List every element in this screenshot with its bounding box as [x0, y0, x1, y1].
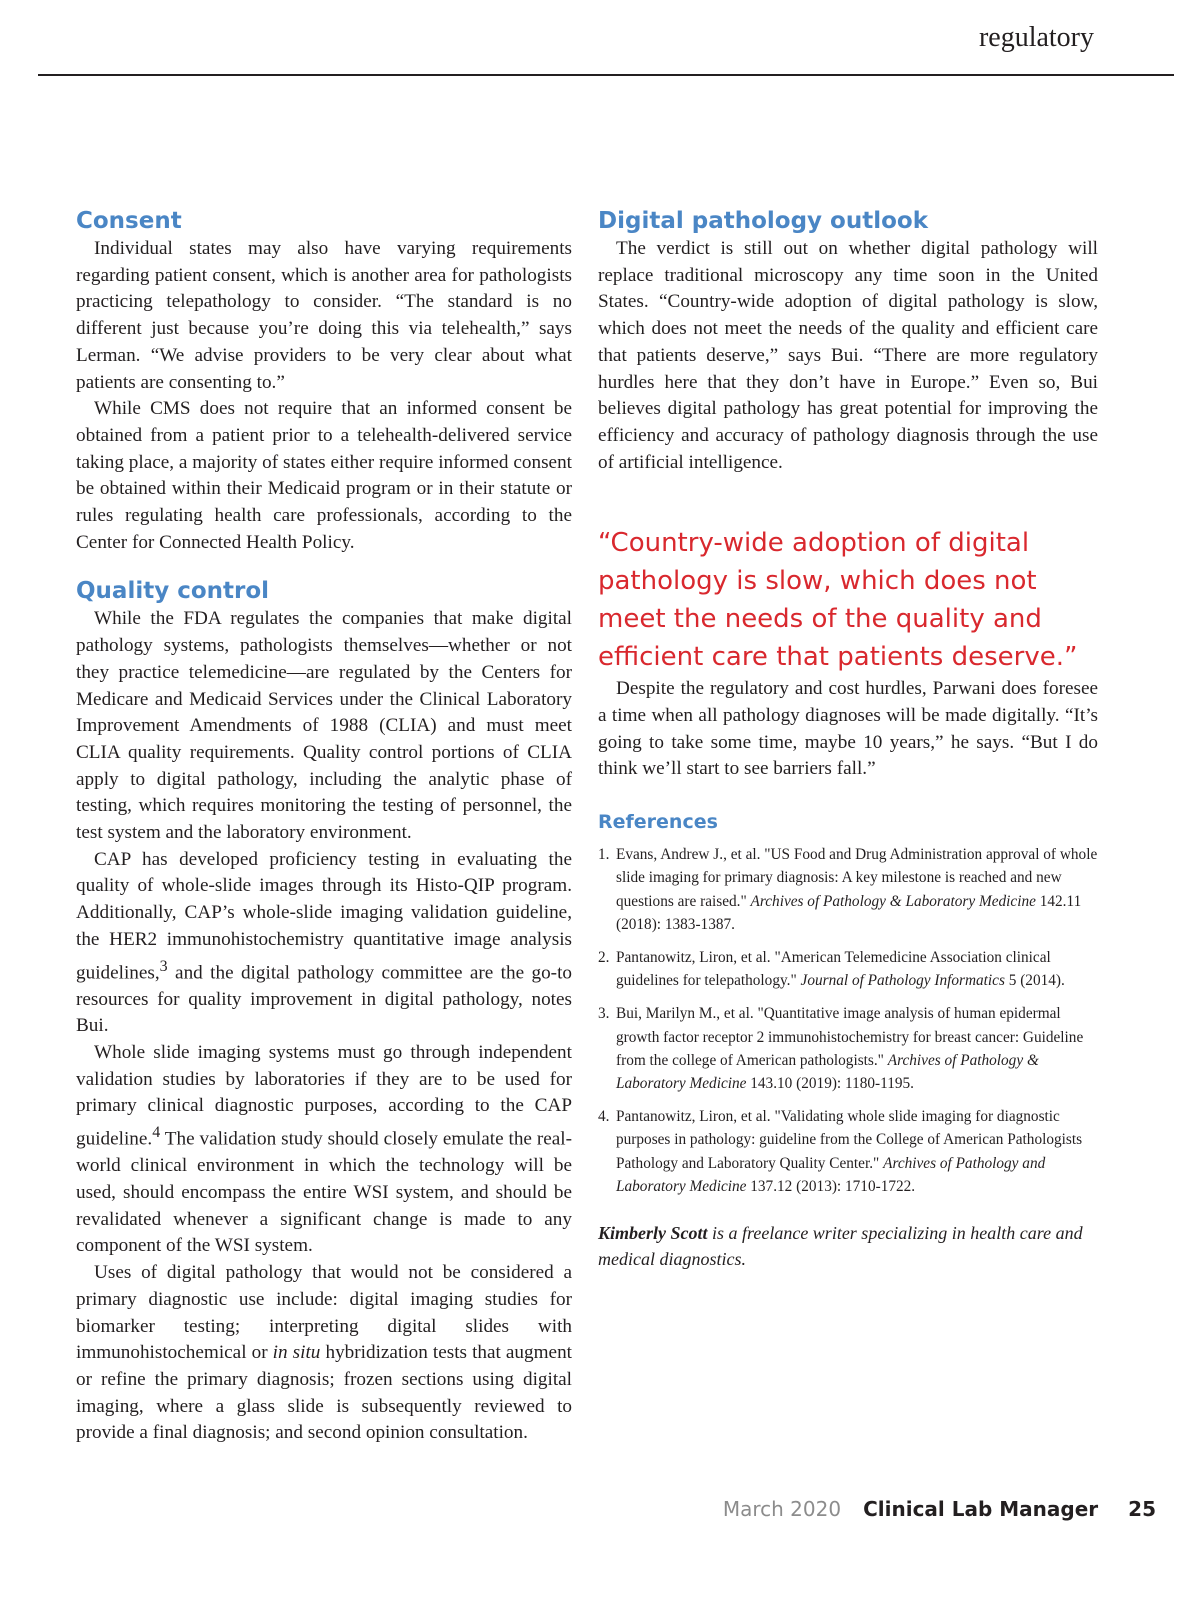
right-column	[598, 206, 1098, 1272]
page-footer	[723, 1495, 1156, 1524]
pull-quote: “Country-wide adoption of digital pathology is slow, which does not meet the needs of the quality and efficient care that patients deserve.”	[598, 528, 1078, 673]
outlook-heading: Digital pathology outlook	[598, 208, 928, 234]
consent-paragraph-1: Individual states may also have varying requirements regarding patient consent, which is another area for pathologists practicing telepathology to consider. “The standard is no different just because you’re doing this via telehealth,” says Lerman. “We advise providers to be very clear about what patients are consenting to.”	[76, 238, 572, 393]
consent-heading: Consent	[76, 208, 182, 234]
outlook-paragraph: The verdict is still out on whether digital pathology will replace traditional microscopy any time soon in the United States. “Country-wide adoption of digital pathology is slow, which does not meet the needs of the quality and efficient care that patients deserve,” says Bui. “There are more regulatory hurdles here that they don’t have in Europe.” Even so, Bui believes digital pathology has great potential for improving the efficiency and accuracy of pathology diagnosis through the use of artificial intelligence.	[598, 238, 1098, 473]
footnote-4: 4	[152, 1124, 161, 1142]
quality-control-heading: Quality control	[76, 578, 270, 605]
references-heading: References	[598, 811, 718, 834]
section-label: regulatory	[978, 22, 1094, 53]
reference-item: 2. Pantanowitz, Liron, et al. "American Telemedicine Association clinical guidelines for telepathology." Journal of Pathology Informatics 5 (2014).	[598, 948, 1065, 990]
quality-paragraph-3: Whole slide imaging systems must go through independent validation studies by laboratories if they are to be used for primary clinical diagnostic purposes, according to the CAP guideline.$^4$ The validation study should closely emulate the real-world clinical environment in which the technology will be used, should encompass the entire WSI system, and should be revalidated whenever a significant change is made to any component of the WSI system.	[76, 1042, 572, 1257]
left-column	[76, 206, 572, 1447]
reference-item: 1. Evans, Andrew J., et al. "US Food and Drug Administration approval of whole slide imaging for primary diagnosis: A key milestone is reached and new questions are raised." Archives of Pathology & Laboratory Medicine 142.11 (2018): 1383-1387.	[598, 846, 1098, 933]
references-list	[598, 843, 1098, 1198]
header-rule	[38, 74, 1174, 76]
quality-paragraph-4: Uses of digital pathology that would not be considered a primary diagnostic use include: digital imaging studies for biomarker testing; interpreting digital slides with immunohistochemical or in situ hybridization tests that augment or refine the primary diagnosis; frozen sections using digital imaging, where a glass slide is subsequently reviewed to provide a final diagnosis; and second opinion consultation.	[76, 1262, 572, 1444]
page-number: 25	[1128, 1497, 1156, 1521]
footnote-3: 3	[159, 957, 168, 975]
quality-paragraph-2: CAP has developed proficiency testing in evaluating the quality of whole-slide images through its Histo-QIP program. Additionally, CAP’s whole-slide imaging validation guideline, the HER2 immunohistochemistry quantitative image analysis guidelines,$^3$ and the digital pathology committee are the go-to resources for quality improvement in digital pathology, notes Bui.	[76, 848, 572, 1037]
issue-date: March 2020	[722, 1497, 842, 1521]
magazine-name: Clinical Lab Manager	[863, 1497, 1099, 1521]
closing-paragraph: Despite the regulatory and cost hurdles, Parwani does foresee a time when all pathology diagnoses will be made digitally. “It’s going to take some time, maybe 10 years,” he says. “But I do think we’ll start to see barriers fall.”	[598, 678, 1098, 780]
reference-item: 4. Pantanowitz, Liron, et al. "Validating whole slide imaging for diagnostic purposes in pathology: guideline from the College of American Pathologists Pathology and Laboratory Quality Center." Archives of Pathology and Laboratory Medicine 137.12 (2013): 1710-1722.	[598, 1108, 1083, 1195]
author-bio: Kimberly Scott is a freelance writer specializing in health care and medical diagnostics.	[598, 1222, 1083, 1269]
consent-paragraph-2: While CMS does not require that an informed consent be obtained from a patient prior to a telehealth-delivered service taking place, a majority of states either require informed consent be obtained within their Medicaid program or in their statute or rules regulating health care professionals, according to the Center for Connected Health Policy.	[76, 398, 572, 553]
reference-item: 3. Bui, Marilyn M., et al. "Quantitative image analysis of human epidermal growth factor receptor 2 immunohistochemistry for breast cancer: Guideline from the college of American pathologists." Archives of Pathology & Laboratory Medicine 143.10 (2019): 1180-1195.	[598, 1005, 1084, 1092]
quality-paragraph-1: While the FDA regulates the companies that make digital pathology systems, pathologists themselves—whether or not they practice telemedicine—are regulated by the Centers for Medicare and Medicaid Services under the Clinical Laboratory Improvement Amendments of 1988 (CLIA) and must meet CLIA quality requirements. Quality control portions of CLIA apply to digital pathology, including the analytic phase of testing, which requires monitoring the testing of personnel, the test system and the laboratory environment.	[76, 608, 572, 844]
